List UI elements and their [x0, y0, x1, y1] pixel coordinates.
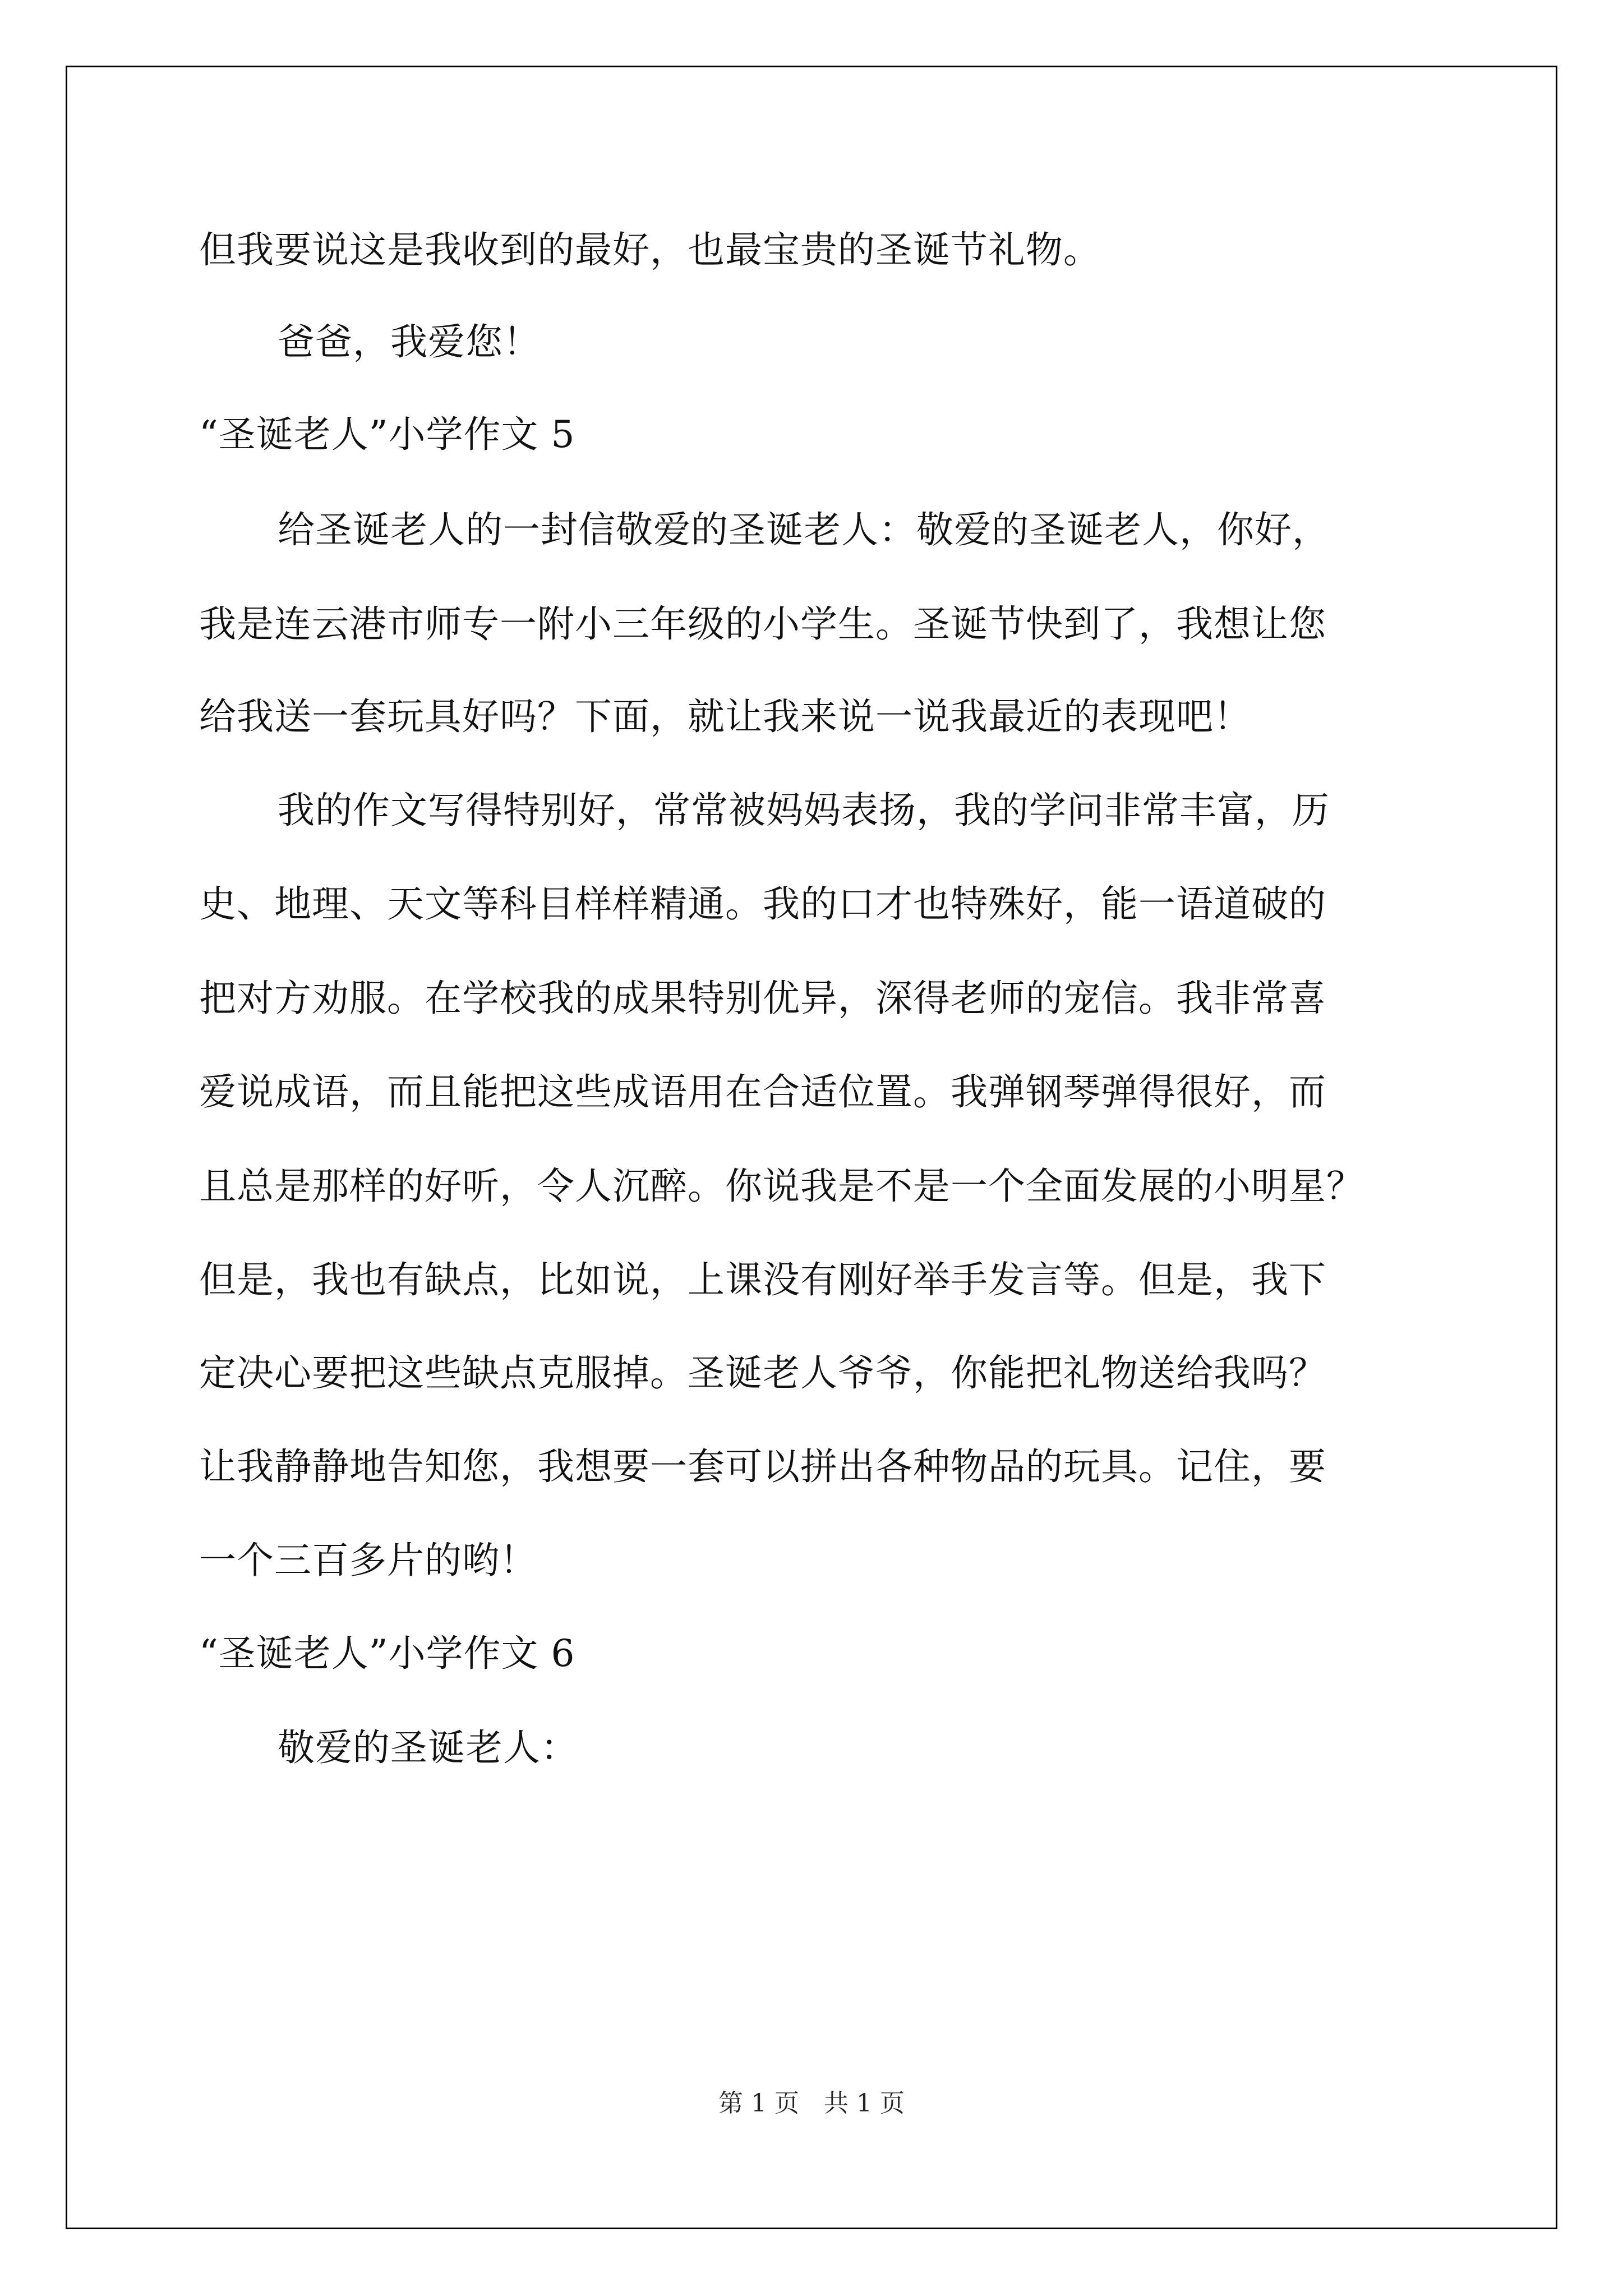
- section-heading-6: “圣诞老人”小学作文 6: [199, 1632, 575, 1675]
- text-line-14: 一个三百多片的哟！: [199, 1539, 537, 1582]
- page-footer: 第 1 页 共 1 页: [718, 2089, 905, 2118]
- text-line-12: 定决心要把这些缺点克服掉。圣诞老人爷爷，你能把礼物送给我吗？: [199, 1351, 1326, 1395]
- text-line-1: 但我要说这是我收到的最好，也最宝贵的圣诞节礼物。: [199, 228, 1101, 272]
- text-line-9: 爱说成语，而且能把这些成语用在合适位置。我弹钢琴弹得很好，而: [199, 1070, 1326, 1114]
- text-line-2: 爸爸，我爱您！: [278, 320, 541, 364]
- page-border: [66, 66, 1557, 2229]
- text-line-7: 史、地理、天文等科目样样精通。我的口才也特殊好，能一语道破的: [199, 882, 1326, 926]
- text-line-10: 且总是那样的好听，令人沉醉。你说我是不是一个全面发展的小明星？: [199, 1165, 1364, 1208]
- text-line-6: 我的作文写得特别好，常常被妈妈表扬，我的学问非常丰富，历: [278, 789, 1330, 832]
- text-line-8: 把对方劝服。在学校我的成果特别优异，深得老师的宠信。我非常喜: [199, 977, 1326, 1020]
- text-line-3: 给圣诞老人的一封信敬爱的圣诞老人：敬爱的圣诞老人，你好，: [278, 508, 1330, 551]
- text-line-13: 让我静静地告知您，我想要一套可以拼出各种物品的玩具。记住，要: [199, 1445, 1326, 1488]
- text-line-5: 给我送一套玩具好吗？下面，就让我来说一说我最近的表现吧！: [199, 695, 1251, 738]
- text-line-4: 我是连云港市师专一附小三年级的小学生。圣诞节快到了，我想让您: [199, 602, 1326, 646]
- text-line-11: 但是，我也有缺点，比如说，上课没有刚好举手发言等。但是，我下: [199, 1258, 1326, 1301]
- section-heading-5: “圣诞老人”小学作文 5: [199, 413, 575, 456]
- text-line-15: 敬爱的圣诞老人：: [278, 1726, 578, 1769]
